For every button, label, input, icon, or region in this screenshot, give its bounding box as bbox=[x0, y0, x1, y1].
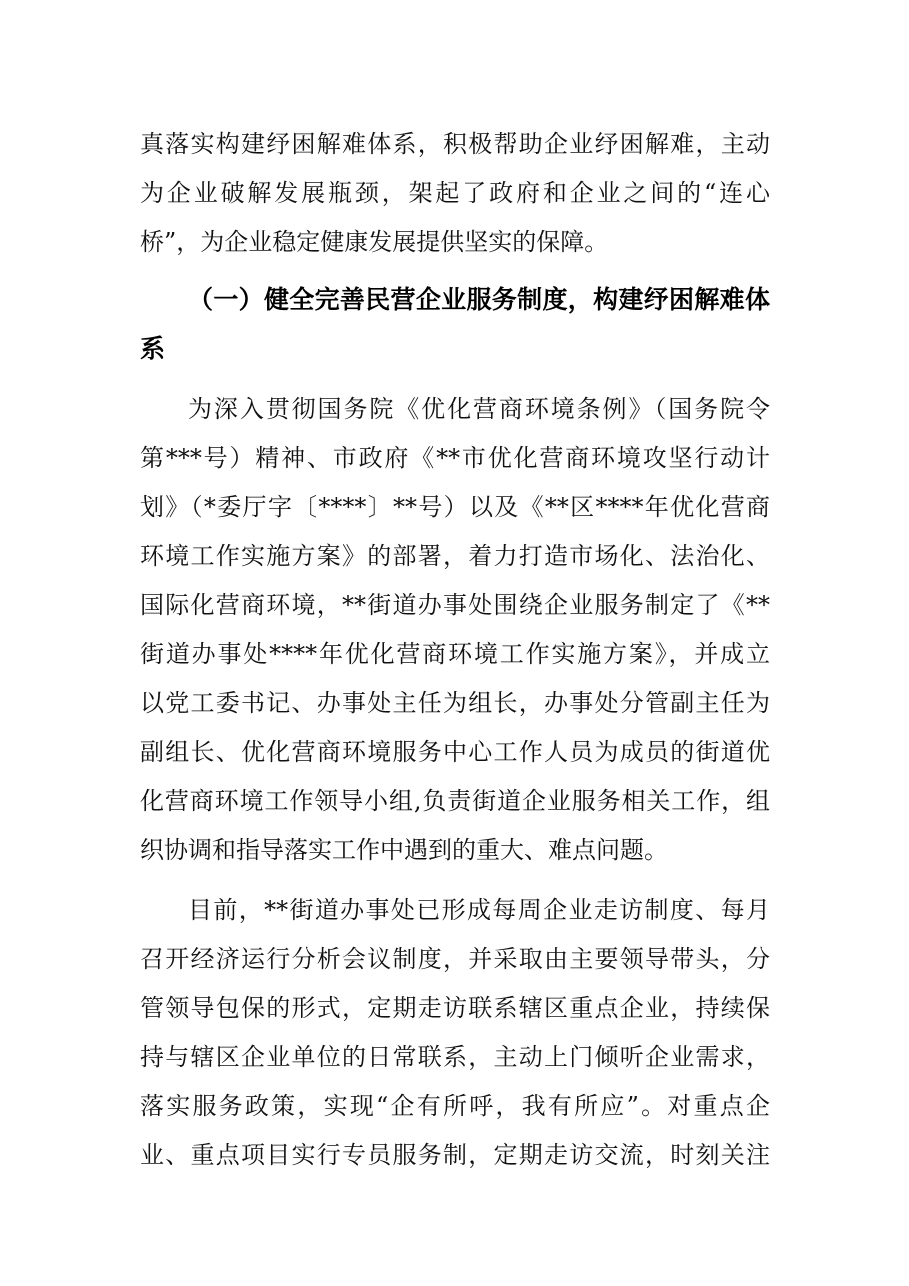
paragraph-line: 管领导包保的形式，定期走访联系辖区重点企业，持续保 bbox=[140, 994, 770, 1022]
paragraph-line: 国际化营商环境，**街道办事处围绕企业服务制定了《** bbox=[140, 591, 770, 619]
intro-line: 为企业破解发展瓶颈，架起了政府和企业之间的“连心 bbox=[140, 179, 770, 207]
intro-line: 真落实构建纾困解难体系，积极帮助企业纾困解难，主动 bbox=[140, 130, 770, 158]
paragraph-line: 为深入贯彻国务院《优化营商环境条例》（国务院令 bbox=[188, 395, 770, 423]
paragraph-line: 业、重点项目实行专员服务制，定期走访交流，时刻关注 bbox=[140, 1141, 770, 1169]
paragraph-line: 目前，**街道办事处已形成每周企业走访制度、每月 bbox=[188, 896, 770, 924]
paragraph-line: 落实服务政策，实现“企有所呼，我有所应”。对重点企 bbox=[140, 1092, 770, 1120]
section-heading: （一）健全完善民营企业服务制度，构建纾困解难体 bbox=[188, 285, 770, 314]
section-heading: 系 bbox=[140, 334, 166, 363]
paragraph-line: 持与辖区企业单位的日常联系，主动上门倾听企业需求， bbox=[140, 1043, 770, 1071]
intro-line: 桥”，为企业稳定健康发展提供坚实的保障。 bbox=[140, 228, 609, 256]
paragraph-line: 以党工委书记、办事处主任为组长，办事处分管副主任为 bbox=[140, 689, 770, 717]
paragraph-line: 划》（*委厅字〔****〕**号）以及《**区****年优化营商 bbox=[140, 493, 770, 521]
paragraph-line: 召开经济运行分析会议制度，并采取由主要领导带头，分 bbox=[140, 945, 770, 973]
paragraph-line: 副组长、优化营商环境服务中心工作人员为成员的街道优 bbox=[140, 738, 770, 766]
paragraph-line: 化营商环境工作领导小组,负责街道企业服务相关工作，组 bbox=[140, 787, 770, 815]
paragraph-line: 环境工作实施方案》的部署，着力打造市场化、法治化、 bbox=[140, 542, 770, 570]
paragraph-line: 街道办事处****年优化营商环境工作实施方案》，并成立 bbox=[140, 640, 770, 668]
paragraph-line: 织协调和指导落实工作中遇到的重大、难点问题。 bbox=[140, 836, 668, 864]
paragraph-line: 第***号）精神、市政府《**市优化营商环境攻坚行动计 bbox=[140, 444, 770, 472]
